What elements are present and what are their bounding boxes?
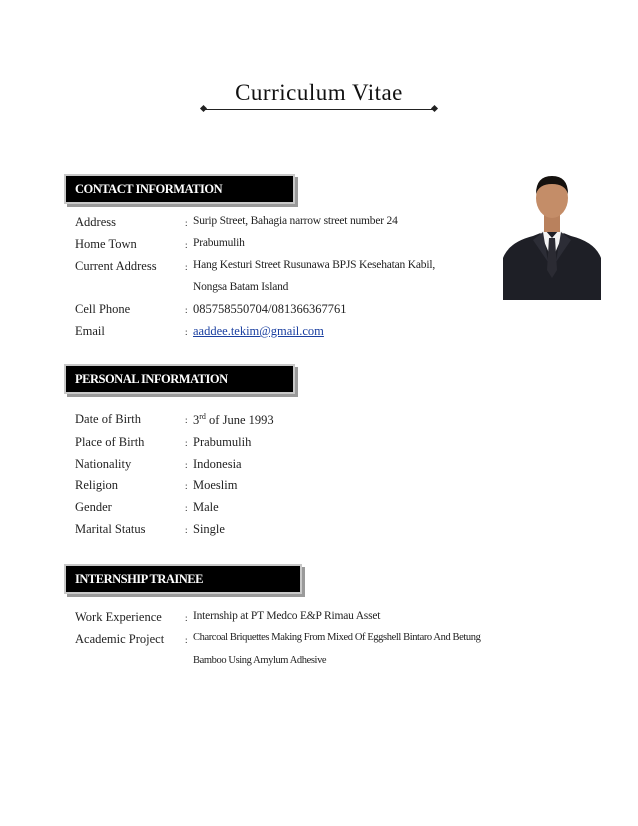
colon: : [185,460,188,470]
colon: : [185,218,188,228]
religion-label: Religion [75,478,119,492]
marital-value: Single [193,522,225,536]
work-value: Internship at PT Medco E&P Rimau Asset [193,610,381,622]
current-address-value-line2: Nongsa Batam Island [193,281,289,293]
religion-value: Moeslim [193,478,238,492]
profile-photo [503,166,601,300]
current-address-label: Current Address [75,259,157,273]
section-header-personal: PERSONAL INFORMATION [64,364,295,394]
project-value: Charcoal Briquettes Making From Mixed Of Eggshell Bintaro And Betung [193,632,481,643]
pob-value: Prabumulih [193,435,252,449]
current-address-value: Hang Kesturi Street Rusunawa BPJS Kesehatan Kabil, [193,259,436,271]
nationality-value: Indonesia [193,457,242,471]
dob-value [193,412,274,428]
nationality-label: Nationality [75,457,132,471]
colon: : [185,613,188,623]
address-label: Address [75,215,116,229]
title-underline [204,109,436,110]
section-header-contact: CONTACT INFORMATION [64,174,295,204]
colon: : [185,481,188,491]
colon: : [185,503,188,513]
dob-day: 3 [193,413,200,428]
title-rule-left-dot [200,105,207,112]
colon: : [185,415,188,425]
pob-label: Place of Birth [75,435,145,449]
hometown-label: Home Town [75,237,137,251]
colon: : [185,327,188,337]
marital-label: Marital Status [75,522,146,536]
gender-value: Male [193,500,219,514]
email-link[interactable]: aaddee.tekim@gmail.com [193,324,324,338]
colon: : [185,525,188,535]
colon: : [185,262,188,272]
phone-label: Cell Phone [75,302,131,316]
email-label: Email [75,324,105,338]
colon: : [185,240,188,250]
section-header-internship: INTERNSHIP TRAINEE [64,564,302,594]
work-label: Work Experience [75,610,162,624]
dob-suffix: rd [199,412,206,421]
page-title: Curriculum Vitae [235,80,403,105]
dob-label: Date of Birth [75,412,141,426]
phone-value: 085758550704/081366367761 [193,302,347,316]
address-value: Surip Street, Bahagia narrow street number 24 [193,215,398,227]
colon: : [185,305,188,315]
project-label: Academic Project [75,632,165,646]
project-value-line2: Bamboo Using Amylum Adhesive [193,655,327,666]
colon: : [185,438,188,448]
colon: : [185,635,188,645]
gender-label: Gender [75,500,112,514]
hometown-value: Prabumulih [193,237,245,249]
title-rule-right-dot [431,105,438,112]
dob-rest: of June 1993 [205,413,274,428]
